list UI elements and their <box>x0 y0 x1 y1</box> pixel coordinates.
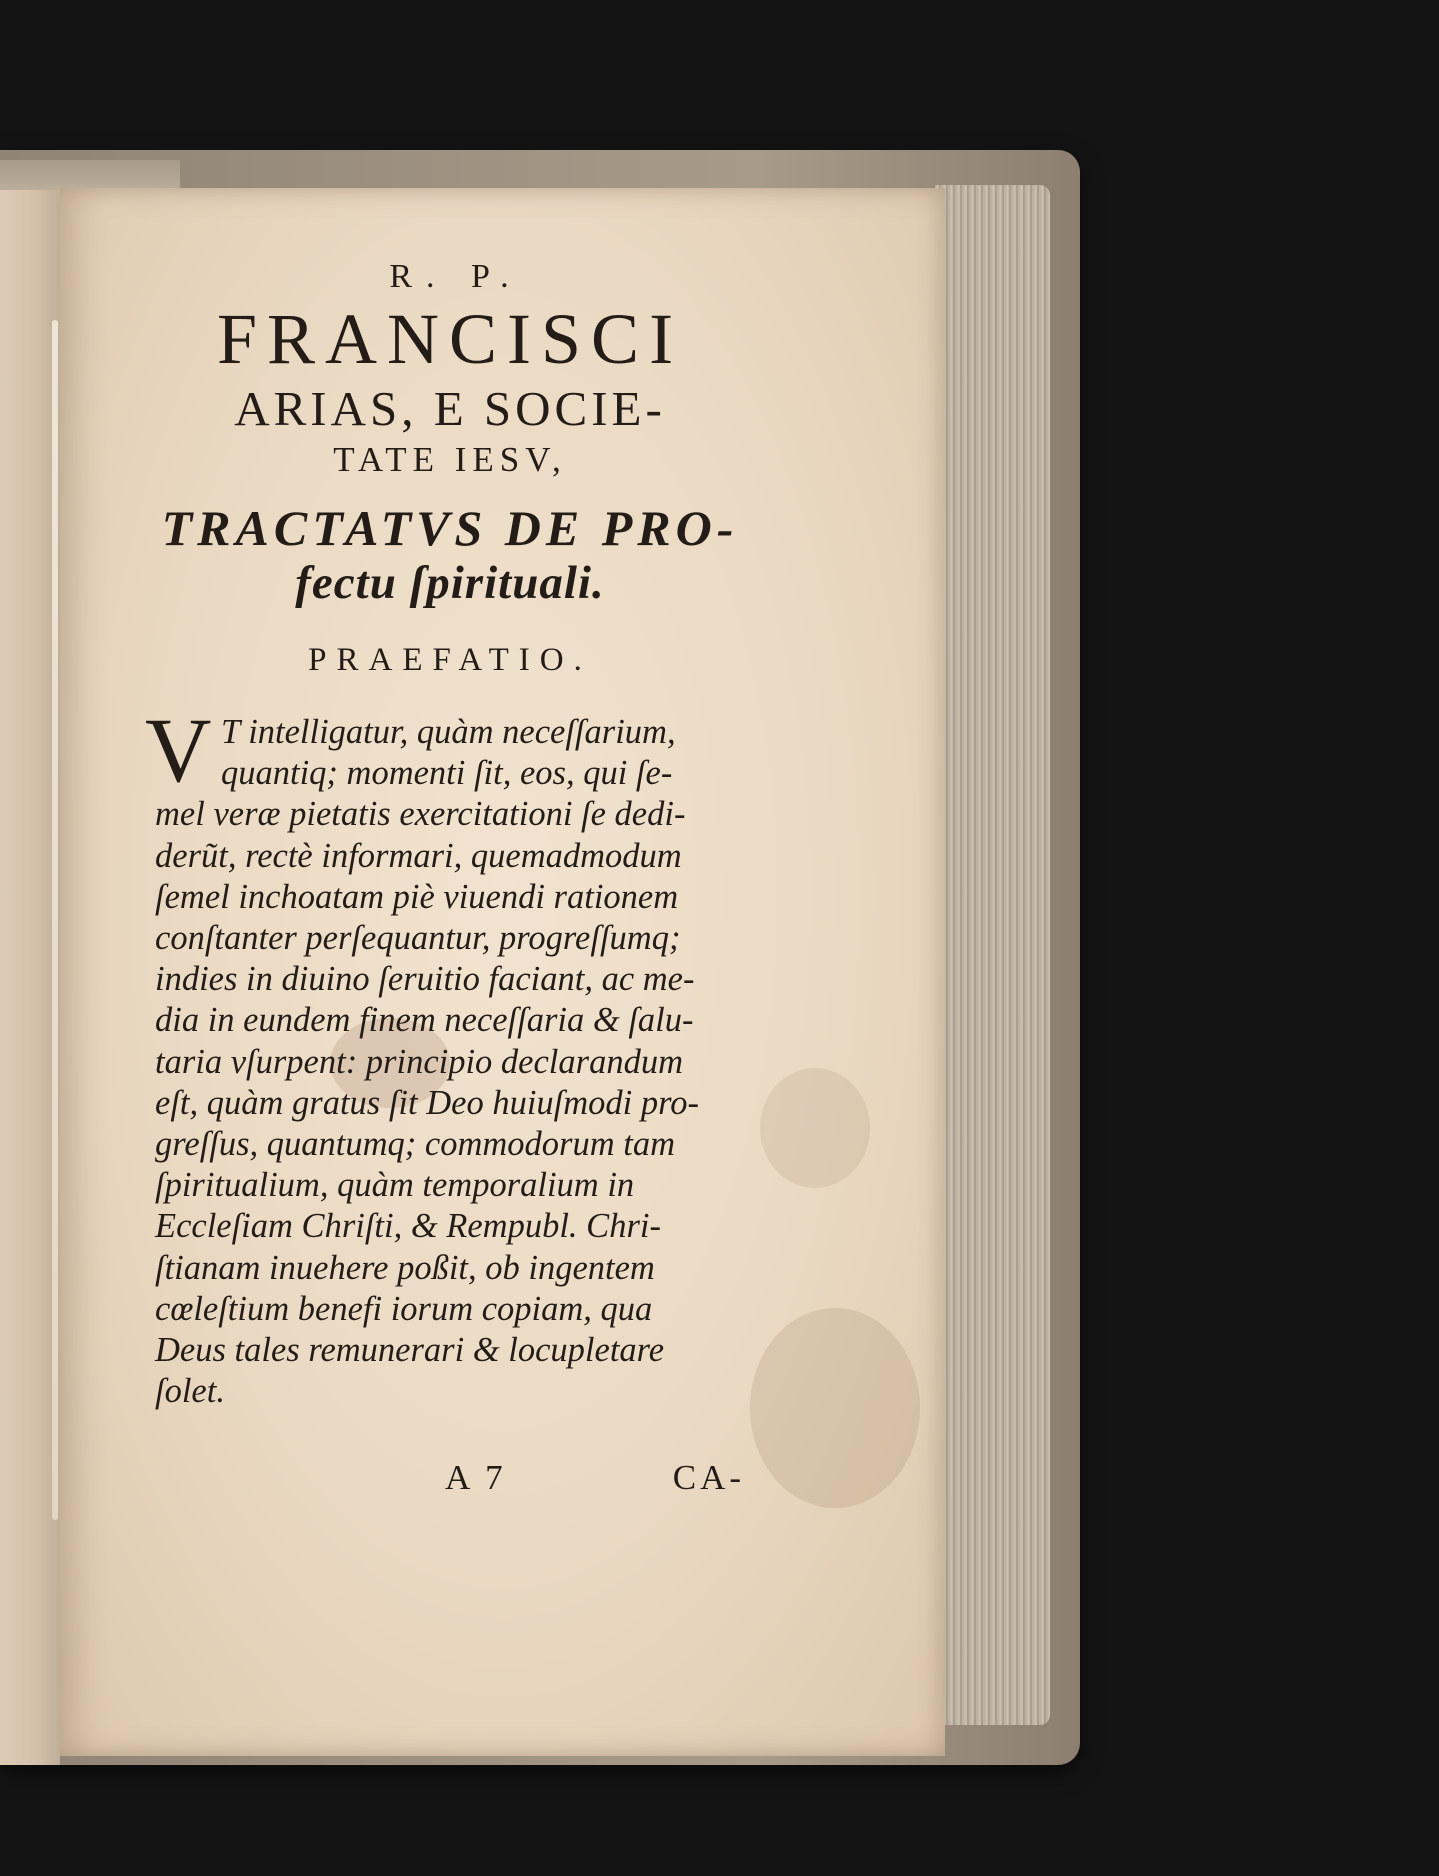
section-title: PRAEFATIO. <box>308 642 592 678</box>
treatise-title-line-2: fectu ſpirituali. <box>295 557 605 609</box>
left-page-edge <box>0 190 60 1765</box>
author-name: FRANCISCI <box>216 299 684 379</box>
preface-body <box>145 699 745 1412</box>
author-line-2: ARIAS, E SOCIE- <box>234 381 666 436</box>
page-stain <box>750 1308 920 1508</box>
body-line: mel veræ pietatis exercitationi ſe dedi- <box>155 795 686 834</box>
body-line: Deus tales remunerari & locupletare <box>155 1331 665 1370</box>
body-line: taria vſurpent: principio declarandum <box>155 1042 683 1081</box>
body-line: derũt, rectè informari, quemadmodum <box>155 836 682 875</box>
body-line: conſtanter perſequantur, progreſſumq; <box>155 919 681 958</box>
body-line: eſt, quàm gratus ſit Deo huiuſmodi pro- <box>155 1083 699 1122</box>
body-line: quantiq; momenti ſit, eos, qui ſe- <box>221 754 673 793</box>
body-line: indies in diuino ſeruitio faciant, ac me- <box>155 960 695 999</box>
treatise-title-line-1: TRACTATVS DE PRO- <box>161 500 739 556</box>
author-line-3: TATE IESV, <box>333 440 567 479</box>
binding-thread <box>52 320 58 1520</box>
body-line: Eccleſiam Chriſti, & Rempubl. Chri- <box>155 1207 661 1246</box>
body-line: T intelligatur, quàm neceſſarium, <box>221 713 676 751</box>
signature-mark: A 7 <box>445 1458 507 1497</box>
catchword: CA- <box>672 1458 745 1497</box>
body-line: cœleſtium benefi iorum copiam, qua <box>155 1289 653 1328</box>
body-line: ſemel inchoatam piè viuendi rationem <box>155 877 679 916</box>
body-line: ſtianam inuehere poßit, ob ingentem <box>155 1248 655 1287</box>
author-prefix: R. P. <box>389 258 523 295</box>
body-line: ſpiritualium, quàm temporalium in <box>155 1166 635 1205</box>
page-footer <box>445 1458 745 1498</box>
page-text <box>145 258 745 1412</box>
body-line: greſſus, quantumq; commodorum tam <box>155 1125 676 1164</box>
page-edges <box>935 185 1050 1725</box>
body-line: ſolet. <box>155 1372 225 1411</box>
page-stain <box>760 1068 870 1188</box>
drop-capital: V <box>145 699 212 801</box>
body-line: dia in eundem finem neceſſaria & ſalu- <box>155 1001 694 1040</box>
